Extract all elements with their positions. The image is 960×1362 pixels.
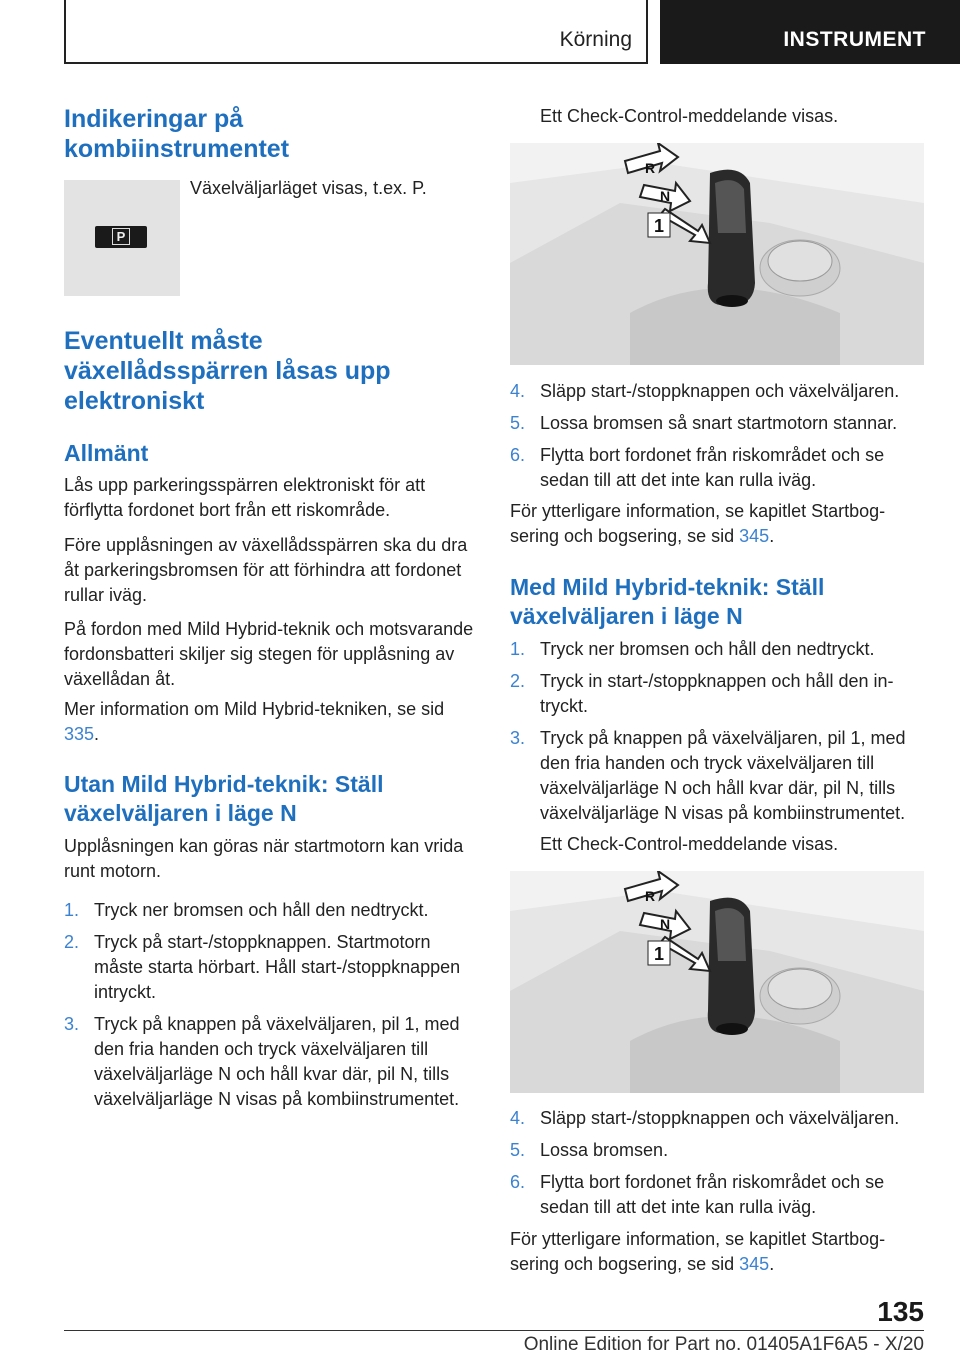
step-number: 5. (510, 413, 526, 433)
arrow-r-label: R (645, 160, 656, 176)
list-item (64, 898, 476, 923)
step-text: Tryck på knappen på växelväljaren, pil 1, med den fria handen och tryck växelväljaren till växelväljarläge N och håll kvar där, pil N, tills växelväljarläge N visas på kombiinstrumentet. (540, 728, 906, 823)
heading-unlock: Eventuellt måste växellådsspärren låsas upp elektroniskt (64, 327, 391, 415)
list-item (510, 1106, 924, 1131)
list-item (510, 443, 924, 493)
list-item (510, 1138, 924, 1163)
gear-selector-illustration (510, 871, 924, 1093)
indicator-text: Växelväljarläget visas, t.ex. P. (190, 178, 427, 198)
paragraph-3: På fordon med Mild Hybrid-teknik och motsvarande fordonsbatteri skiljer sig stegen för upplåsning av växellådan åt. (64, 619, 474, 689)
step-text: Tryck ner bromsen och håll den nedtryckt. (540, 639, 875, 659)
heading-without-hybrid: Utan Mild Hybrid-teknik: Ställ växelväljaren i läge N (64, 771, 384, 826)
paragraph-1: Lås upp parkeringsspärren elektroniskt för att förflytta fordonet bort från ett riskområde. (64, 475, 426, 520)
step-number: 4. (510, 381, 526, 401)
list-item (510, 411, 924, 436)
step-text: Tryck på start-/stoppknappen. Startmotorn måste starta hörbart. Håll start-/stoppknappen intryckt. (94, 932, 461, 1002)
gear-selector-photo-1 (510, 143, 924, 365)
gear-indicator-symbol: P (112, 228, 130, 245)
paragraph-4-end: . (94, 724, 100, 744)
paragraph-5: Upplåsningen kan göras när startmotorn kan vrida runt motorn. (64, 836, 464, 881)
page-number: 135 (877, 1296, 924, 1327)
page-link-335[interactable]: 335 (64, 724, 95, 744)
more-info-a (510, 499, 924, 549)
step-text: Lossa bromsen så snart startmotorn stannar. (540, 413, 898, 433)
arrow-1-label: 1 (654, 216, 665, 236)
arrow-n-label: N (660, 916, 671, 932)
header-chapter-tab (660, 0, 960, 64)
gear-selector-illustration (510, 143, 924, 365)
step-text: Släpp start-/stoppknappen och växelväljaren. (540, 381, 900, 401)
check-control-text-1: Ett Check-Control-meddelande visas. (540, 106, 839, 126)
step-number: 3. (64, 1014, 80, 1034)
list-item (510, 637, 924, 662)
steps-list-left (64, 898, 476, 1112)
arrow-r-label: R (645, 888, 656, 904)
step-number: 5. (510, 1140, 526, 1160)
step-number: 3. (510, 728, 526, 748)
steps-list-right-b (510, 637, 924, 826)
step-number: 1. (64, 900, 80, 920)
step-text: Lossa bromsen. (540, 1140, 669, 1160)
paragraph-4 (64, 697, 476, 747)
step-number: 6. (510, 445, 526, 465)
step-text: Tryck in start-/stoppknappen och håll den intryckt. (540, 671, 894, 716)
heading-indicator: Indikeringar på kombiinstrumentet (64, 105, 290, 163)
steps-list-right-a (510, 379, 924, 493)
paragraph-4-text: Mer information om Mild Hybrid-tekniken, se sid (64, 699, 445, 719)
header-section-tab (64, 0, 648, 64)
arrow-n-label: N (660, 188, 671, 204)
step-text: Släpp start-/stoppknappen och växelväljaren. (540, 1108, 900, 1128)
heading-with-hybrid: Med Mild Hybrid-teknik: Ställ växelväljaren i läge N (510, 574, 825, 629)
step-number: 2. (64, 932, 80, 952)
step-text: Tryck ner bromsen och håll den nedtryckt. (94, 900, 429, 920)
page-link-345[interactable]: 345 (739, 526, 770, 546)
list-item (64, 1012, 476, 1112)
check-control-text-2: Ett Check-Control-meddelande visas. (540, 834, 839, 854)
more-info-a-text: För ytterligare information, se kapitlet Startbogsering och bogsering, se sid (510, 501, 886, 546)
more-info-b (510, 1227, 924, 1277)
steps-list-right-c (510, 1106, 924, 1220)
list-item (510, 669, 924, 719)
step-number: 1. (510, 639, 526, 659)
list-item (510, 1170, 924, 1220)
step-number: 4. (510, 1108, 526, 1128)
header-section-label: Körning (559, 28, 632, 51)
more-info-a-end: . (769, 526, 775, 546)
more-info-b-text: För ytterligare information, se kapitlet Startbogsering och bogsering, se sid (510, 1229, 886, 1274)
more-info-b-end: . (769, 1254, 775, 1274)
step-text: Flytta bort fordonet från riskområdet och se sedan till att det inte kan rulla iväg. (540, 1172, 885, 1217)
heading-general: Allmänt (64, 440, 149, 466)
page-link-345[interactable]: 345 (739, 1254, 770, 1274)
footer-edition: Online Edition for Part no. 01405A1F6A5 - X/20 (523, 1334, 924, 1355)
indicator-illustration (64, 180, 180, 296)
step-text: Tryck på knappen på växelväljaren, pil 1, med den fria handen och tryck växelväljaren till växelväljarläge N och håll kvar där, pil N, tills växelväljarläge N visas på kombiinstrumentet. (94, 1014, 460, 1109)
step-number: 2. (510, 671, 526, 691)
step-number: 6. (510, 1172, 526, 1192)
list-item (510, 379, 924, 404)
gear-indicator-p-icon (95, 226, 147, 248)
arrow-1-label: 1 (654, 944, 665, 964)
footer-divider (64, 1330, 924, 1331)
list-item (510, 726, 924, 826)
header-chapter-label: INSTRUMENT (783, 28, 926, 51)
step-text: Flytta bort fordonet från riskområdet och se sedan till att det inte kan rulla iväg. (540, 445, 885, 490)
paragraph-2: Före upplåsningen av växellådsspärren ska du dra åt parkeringsbromsen för att förhindra att fordonet rullar iväg. (64, 535, 468, 605)
gear-selector-photo-2 (510, 871, 924, 1093)
list-item (64, 930, 476, 1005)
